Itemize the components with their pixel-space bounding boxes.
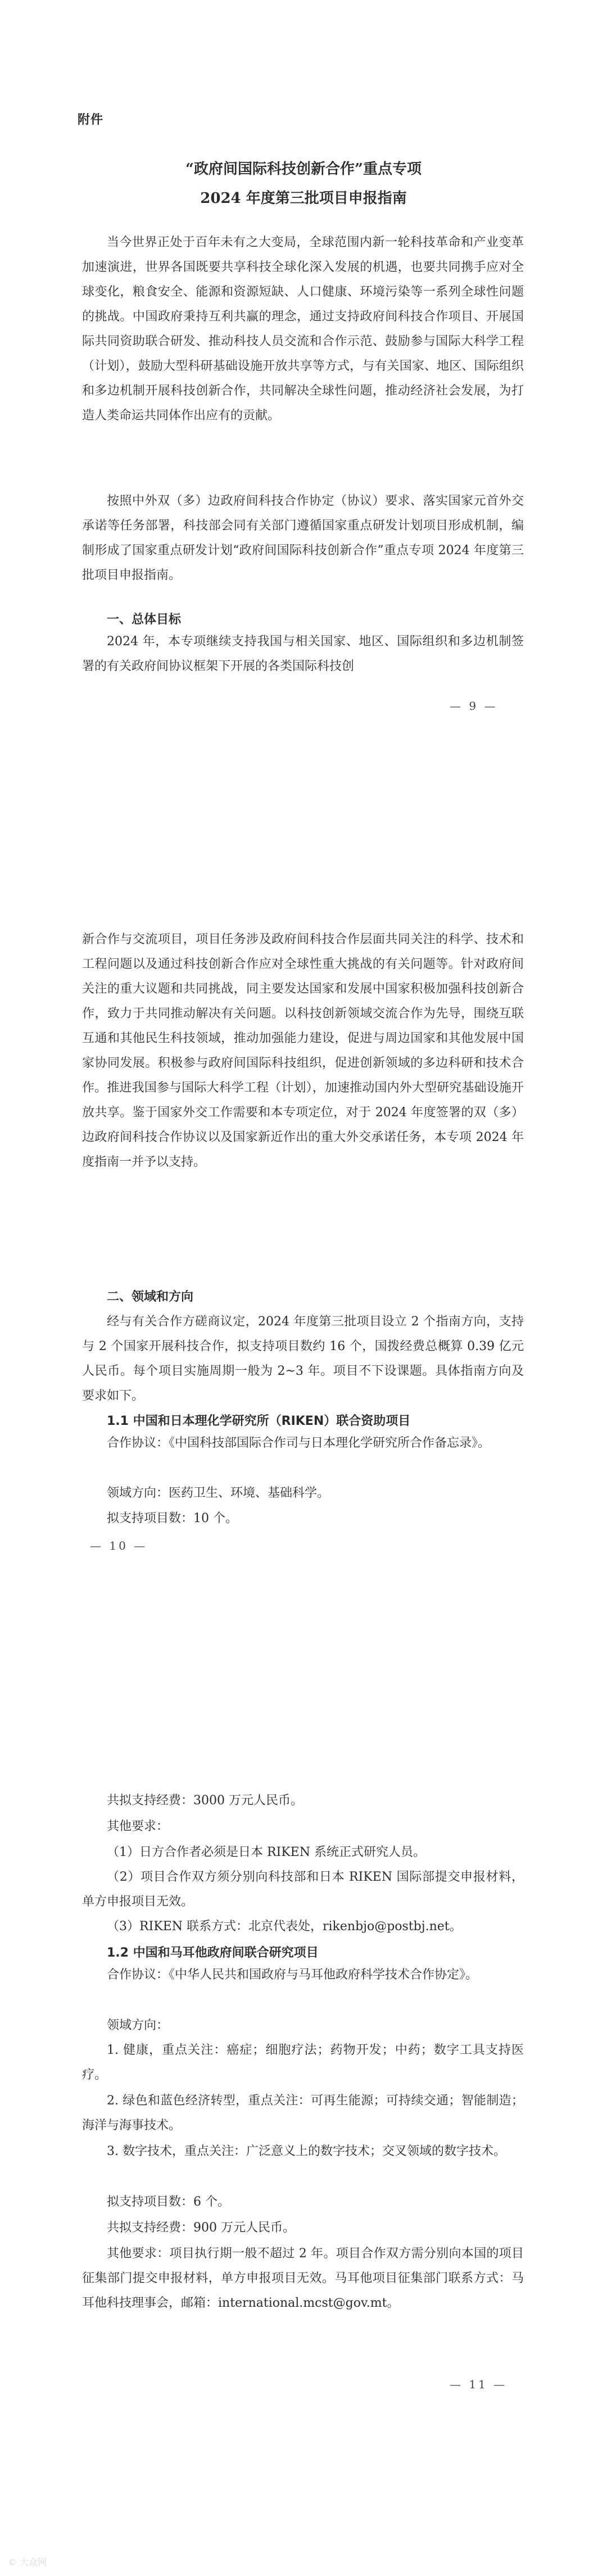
- intro-paragraph-1: 当今世界正处于百年未有之大变局，全球范围内新一轮科技革命和产业变革加速演进，世界各国既要共享科技全球化深入发展的机遇，也要共同携手应对全球变化，粮食安全、能源和资源短缺、人口健康、环境污染等一系列全球性问题的挑战。中国政府秉持互利共赢的理念，通过支持政府间科技合作项目、开展国际共同资助联合研发、推动科技人员交流和合作示范、鼓励参与国际大科学工程（计划），鼓励大型科研基础设施开放共享等方式，与有关国家、地区、国际组织和多边机制开展科技创新合作，共同解决全球性问题，推动经济社会发展，为打造人类命运共同体作出应有的贡献。: [82, 236, 524, 423]
- subsection-1-1-requirement-2: （2）项目合作双方须分别向科技部和日本 RIKEN 国际部提交申报材料，单方申报项目无效。: [82, 1870, 524, 1909]
- page-title-line2: 2024 年度第三批项目申报指南: [200, 190, 407, 207]
- page-number: — 9 —: [450, 699, 498, 713]
- page-number: — 10 —: [90, 1539, 148, 1552]
- subsection-1-1-heading: 1.1 中国和日本理化学研究所（RIKEN）联合资助项目: [107, 1414, 411, 1428]
- subsection-1-1-agreement: 合作协议：《中国科技部国际合作司与日本理化学研究所合作备忘录》。: [107, 1436, 491, 1450]
- subsection-1-1-field: 领域方向：医药卫生、环境、基础科学。: [107, 1486, 330, 1500]
- subsection-1-1-requirement-1: （1）日方合作者必须是日本 RIKEN 系统正式研究人员。: [107, 1845, 425, 1859]
- section2-paragraph: 经与有关合作方磋商议定，2024 年度第三批项目设立 2 个指南方向，支持与 2 个国家开展科技合作，拟支持项目数约 16 个，国拨经费总概算 0.39 亿元人民币。每个项目实施周期一般为 2~3 年。项目不下设课题。具体指南方向及要求如下。: [82, 1315, 524, 1403]
- intro-paragraph-2: 按照中外双（多）边政府间科技合作协定（协议）要求、落实国家元首外交承诺等任务部署，科技部会同有关部门遵循国家重点研发计划项目形成机制，编制形成了国家重点研发计划“政府间国际科技创新合作”重点专项 2024 年度第三批项目申报指南。: [82, 494, 524, 582]
- section1-heading: 一、总体目标: [107, 613, 182, 627]
- subsection-1-2-agreement: 合作协议：《中华人民共和国政府与马耳他政府科学技术合作协定》。: [107, 1968, 478, 1982]
- subsection-1-1-other-label: 其他要求：: [107, 1819, 169, 1833]
- section1-paragraph-part2: 新合作与交流项目，项目任务涉及政府间科技合作层面共同关注的科学、技术和工程问题以及通过科技创新合作应对全球性重大挑战的有关问题等。针对政府间关注的重大议题和共同挑战，同主要发达国家和发展中国家积极加强科技创新合作，致力于共同推动解决有关问题。以科技创新领域交流合作为先导，围绕互联互通和其他民生科技领域，推动加强能力建设，促进与周边国家和其他发展中国家协同发展。积极参与政府间国际科技组织，促进创新领域的多边科研和技术合作。推进我国参与国际大科学工程（计划），加速推动国内外大型研究基础设施开放共享。鉴于国家外交工作需要和本专项定位，对于 2024 年度签署的双（多）边政府间科技合作协议以及国家新近作出的重大外交承诺任务，本专项 2024 年度指南一并予以支持。: [82, 932, 524, 1169]
- subsection-1-2-heading: 1.2 中国和马耳他政府间联合研究项目: [107, 1946, 319, 1960]
- subsection-1-1-requirement-3: （3）RIKEN 联系方式：北京代表处，rikenbjo@postbj.net。: [107, 1919, 462, 1934]
- subsection-1-2-field-1: 1. 健康，重点关注：癌症；细胞疗法；药物开发；中药；数字工具支持医疗。: [82, 2043, 524, 2082]
- page-title-line1: “政府间国际科技创新合作”重点专项: [185, 161, 422, 178]
- section1-paragraph-part1: 2024 年，本专项继续支持我国与相关国家、地区、国际组织和多边机制签署的有关政府间协议框架下开展的各类国际科技创: [82, 635, 524, 673]
- subsection-1-2-field-2: 2. 绿色和蓝色经济转型，重点关注：可再生能源；可持续交通；智能制造；海洋与海事技术。: [82, 2094, 524, 2133]
- subsection-1-1-count: 拟支持项目数：10 个。: [107, 1511, 238, 1525]
- attachment-label: 附件: [78, 113, 104, 127]
- subsection-1-2-field-label: 领域方向：: [107, 2018, 169, 2032]
- subsection-1-2-budget: 共拟支持经费：900 万元人民币。: [107, 2221, 295, 2235]
- page-number: — 11 —: [450, 2378, 508, 2391]
- watermark-text: © 大众网: [8, 2557, 47, 2568]
- subsection-1-2-other: 其他要求：项目执行期一般不超过 2 年。项目合作双方需分别向本国的项目征集部门提交申报材料，单方申报项目无效。马耳他项目征集部门联系方式：马耳他科技理事会，邮箱：international.mcst@gov.mt。: [82, 2247, 524, 2310]
- subsection-1-2-count: 拟支持项目数：6 个。: [107, 2195, 230, 2209]
- subsection-1-2-field-3: 3. 数字技术，重点关注：广泛意义上的数字技术；交叉领域的数字技术。: [107, 2144, 506, 2158]
- subsection-1-1-budget: 共拟支持经费：3000 万元人民币。: [107, 1794, 303, 1808]
- section2-heading: 二、领域和方向: [107, 1290, 194, 1304]
